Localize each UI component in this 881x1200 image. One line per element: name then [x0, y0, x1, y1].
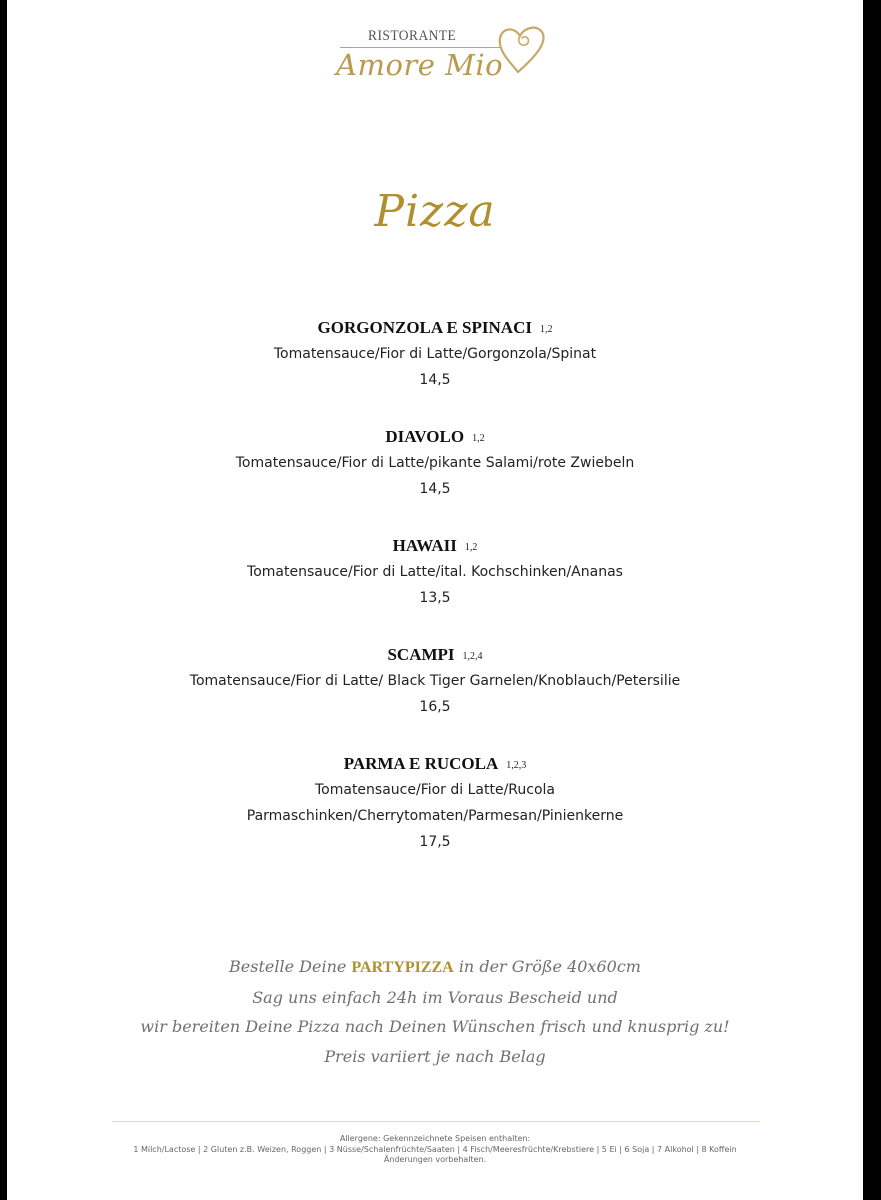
item-allergens: 1,2,3 — [506, 760, 527, 771]
item-name: GORGONZOLA E SPINACI — [317, 318, 532, 337]
item-name-row — [7, 644, 863, 668]
item-name: PARMA E RUCOLA — [343, 754, 499, 773]
footer-line-2: 1 Milch/Lactose | 2 Gluten z.B. Weizen, Roggen | 3 Nüsse/Schalenfrüchte/Saaten | 4 Fisch/Meeresfrüchte/Krebstiere | 5 Ei | 6 Soja | 7 Alkohol | 8 Koffein — [133, 1144, 737, 1154]
item-allergens: 1,2,4 — [462, 651, 483, 662]
note-text: in der Größe 40x60cm — [458, 957, 641, 976]
partypizza-highlight: PARTYPIZZA — [351, 959, 454, 976]
menu-item — [7, 535, 863, 611]
item-name-row — [7, 753, 863, 777]
note-line-4: Preis variiert je nach Belag — [324, 1046, 546, 1066]
menu-item — [7, 426, 863, 502]
item-name-row — [7, 426, 863, 450]
partypizza-note — [7, 952, 863, 1071]
menu-page — [7, 0, 863, 1200]
logo-name-text: Amore Mio — [336, 48, 504, 82]
menu-item — [7, 644, 863, 720]
footer-divider — [112, 1121, 760, 1122]
item-allergens: 1,2 — [539, 324, 553, 335]
item-name: SCAMPI — [387, 645, 455, 664]
item-description: Tomatensauce/Fior di Latte/Gorgonzola/Spinat — [273, 346, 597, 362]
item-price: 16,5 — [419, 699, 451, 715]
item-price: 17,5 — [419, 834, 451, 850]
footer-line-1: Allergene: Gekennzeichnete Speisen enthalten: — [339, 1134, 531, 1143]
menu-item — [7, 317, 863, 393]
item-name-row — [7, 535, 863, 559]
item-name: HAWAII — [392, 536, 457, 555]
item-description: Tomatensauce/Fior di Latte/pikante Salami/rote Zwiebeln — [235, 455, 635, 471]
item-price: 14,5 — [419, 481, 451, 497]
note-line-3: wir bereiten Deine Pizza nach Deinen Wünschen frisch und knusprig zu! — [140, 1017, 730, 1036]
logo-ristorante-text: RISTORANTE — [368, 28, 457, 44]
footer-line-3: Änderungen vorbehalten. — [383, 1155, 487, 1164]
item-allergens: 1,2 — [464, 542, 478, 553]
item-name-row — [7, 317, 863, 341]
note-line-1 — [7, 952, 863, 983]
allergen-footer — [7, 1134, 863, 1166]
item-description: Tomatensauce/Fior di Latte/ Black Tiger Garnelen/Knoblauch/Petersilie — [189, 673, 681, 689]
note-line-2: Sag uns einfach 24h im Voraus Bescheid und — [252, 987, 618, 1007]
item-description: Tomatensauce/Fior di Latte/ital. Kochschinken/Ananas — [247, 564, 623, 580]
heart-swirl-icon — [496, 22, 548, 74]
item-price: 14,5 — [419, 372, 451, 388]
restaurant-logo — [0, 20, 881, 90]
menu-item — [7, 753, 863, 855]
section-title: Pizza — [374, 186, 496, 237]
item-description: Parmaschinken/Cherrytomaten/Parmesan/Pinienkerne — [246, 808, 624, 824]
item-price: 13,5 — [419, 590, 451, 606]
note-text: Bestelle Deine — [229, 957, 347, 976]
item-description: Tomatensauce/Fior di Latte/Rucola — [314, 782, 556, 798]
item-allergens: 1,2 — [472, 433, 485, 444]
item-name: DIAVOLO — [385, 427, 465, 446]
